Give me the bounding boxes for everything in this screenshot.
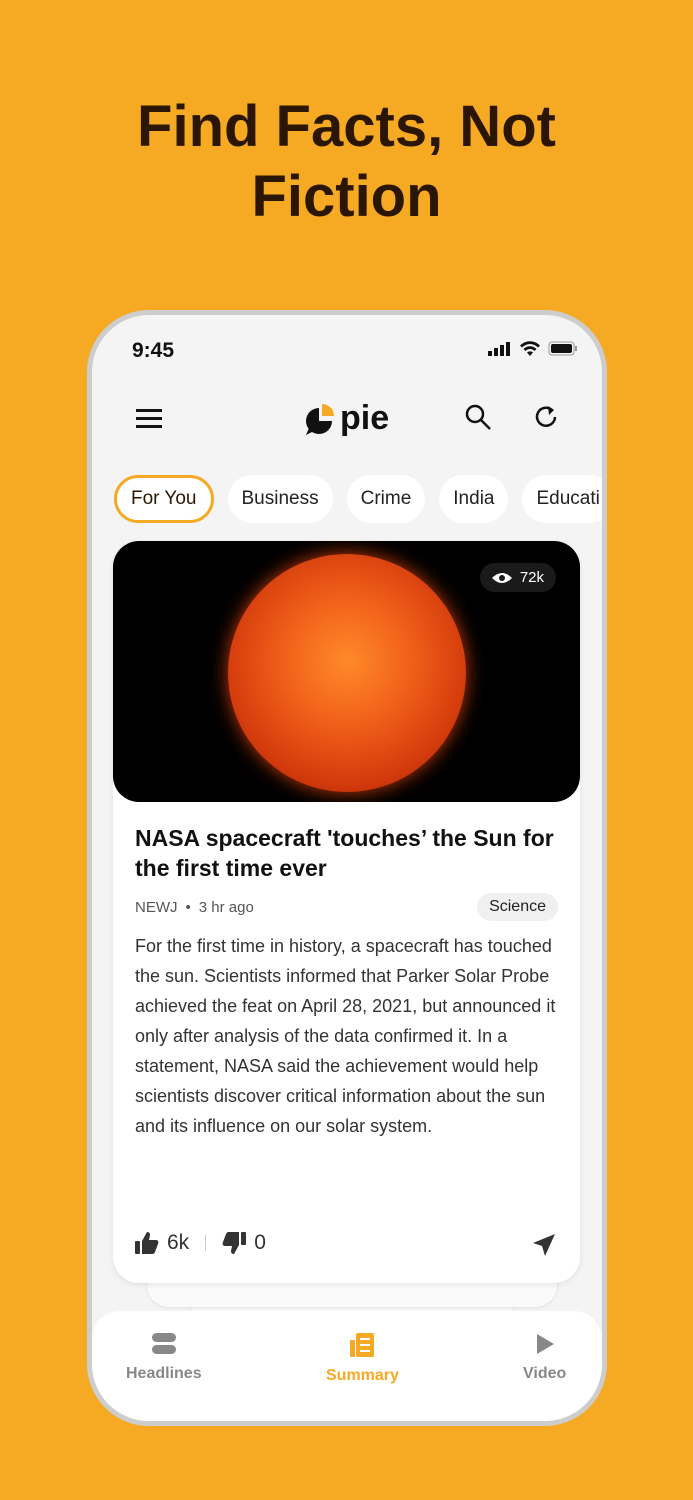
thumbs-down-icon[interactable] [222,1232,246,1254]
article-title[interactable]: NASA spacecraft 'touches’ the Sun for the first time ever [135,825,554,881]
article-source: NEWJ [135,899,178,916]
tab-label: Video [523,1365,567,1382]
likes-count: 6k [167,1231,190,1254]
bottom-nav [92,1311,602,1421]
search-icon[interactable] [464,403,492,431]
tab-summary[interactable] [326,1333,399,1385]
phone-frame [87,310,607,1426]
article-card[interactable] [113,541,580,1283]
battery-icon [548,341,578,356]
views-badge [480,563,556,592]
headline-line: Fiction [251,164,442,229]
refresh-icon[interactable] [532,403,560,431]
logo-text: pie [340,399,390,437]
chip-education[interactable]: Educati [522,475,607,523]
promo-headline [0,92,693,232]
views-count: 72k [519,569,544,586]
status-icons [488,341,578,356]
meta-separator: • [185,899,191,916]
status-time: 9:45 [132,339,175,362]
article-meta [135,899,254,916]
wifi-icon [520,341,540,356]
article-image [113,541,580,802]
category-chips [114,475,607,523]
thumbs-up-icon[interactable] [135,1232,159,1254]
tab-label: Headlines [126,1365,202,1382]
pie-logo-icon [304,402,336,436]
tab-headlines[interactable] [126,1333,202,1383]
chip-crime[interactable]: Crime [347,475,426,523]
chip-for-you[interactable]: For You [114,475,214,523]
divider [205,1235,206,1251]
share-icon[interactable] [532,1233,556,1257]
tab-label: Summary [326,1367,399,1384]
tab-video[interactable] [523,1333,566,1383]
sun-image [228,554,466,792]
chip-business[interactable]: Business [228,475,333,523]
chip-india[interactable]: India [439,475,508,523]
reaction-bar [135,1231,266,1255]
headline-line: Find Facts, Not [137,94,556,159]
app-logo [304,399,389,438]
category-tag[interactable]: Science [477,893,558,921]
play-icon [535,1333,555,1355]
menu-icon[interactable] [136,407,162,429]
signal-icon [488,342,512,356]
article-summary: For the first time in history, a spacecraft has touched the sun. Scientists informed that Parker Solar Probe achieved the feat on April 28, 2021, but announced it only after analysis of the data confirmed it. In a statement, NASA said the achievement would help scientists discover critical information about the sun and its influence on our solar system. [135,936,556,1136]
eye-icon [492,572,512,584]
summary-icon [350,1333,374,1357]
app-header [92,395,602,445]
dislikes-count: 0 [254,1231,266,1254]
article-time: 3 hr ago [198,899,254,916]
headlines-icon [152,1333,176,1355]
